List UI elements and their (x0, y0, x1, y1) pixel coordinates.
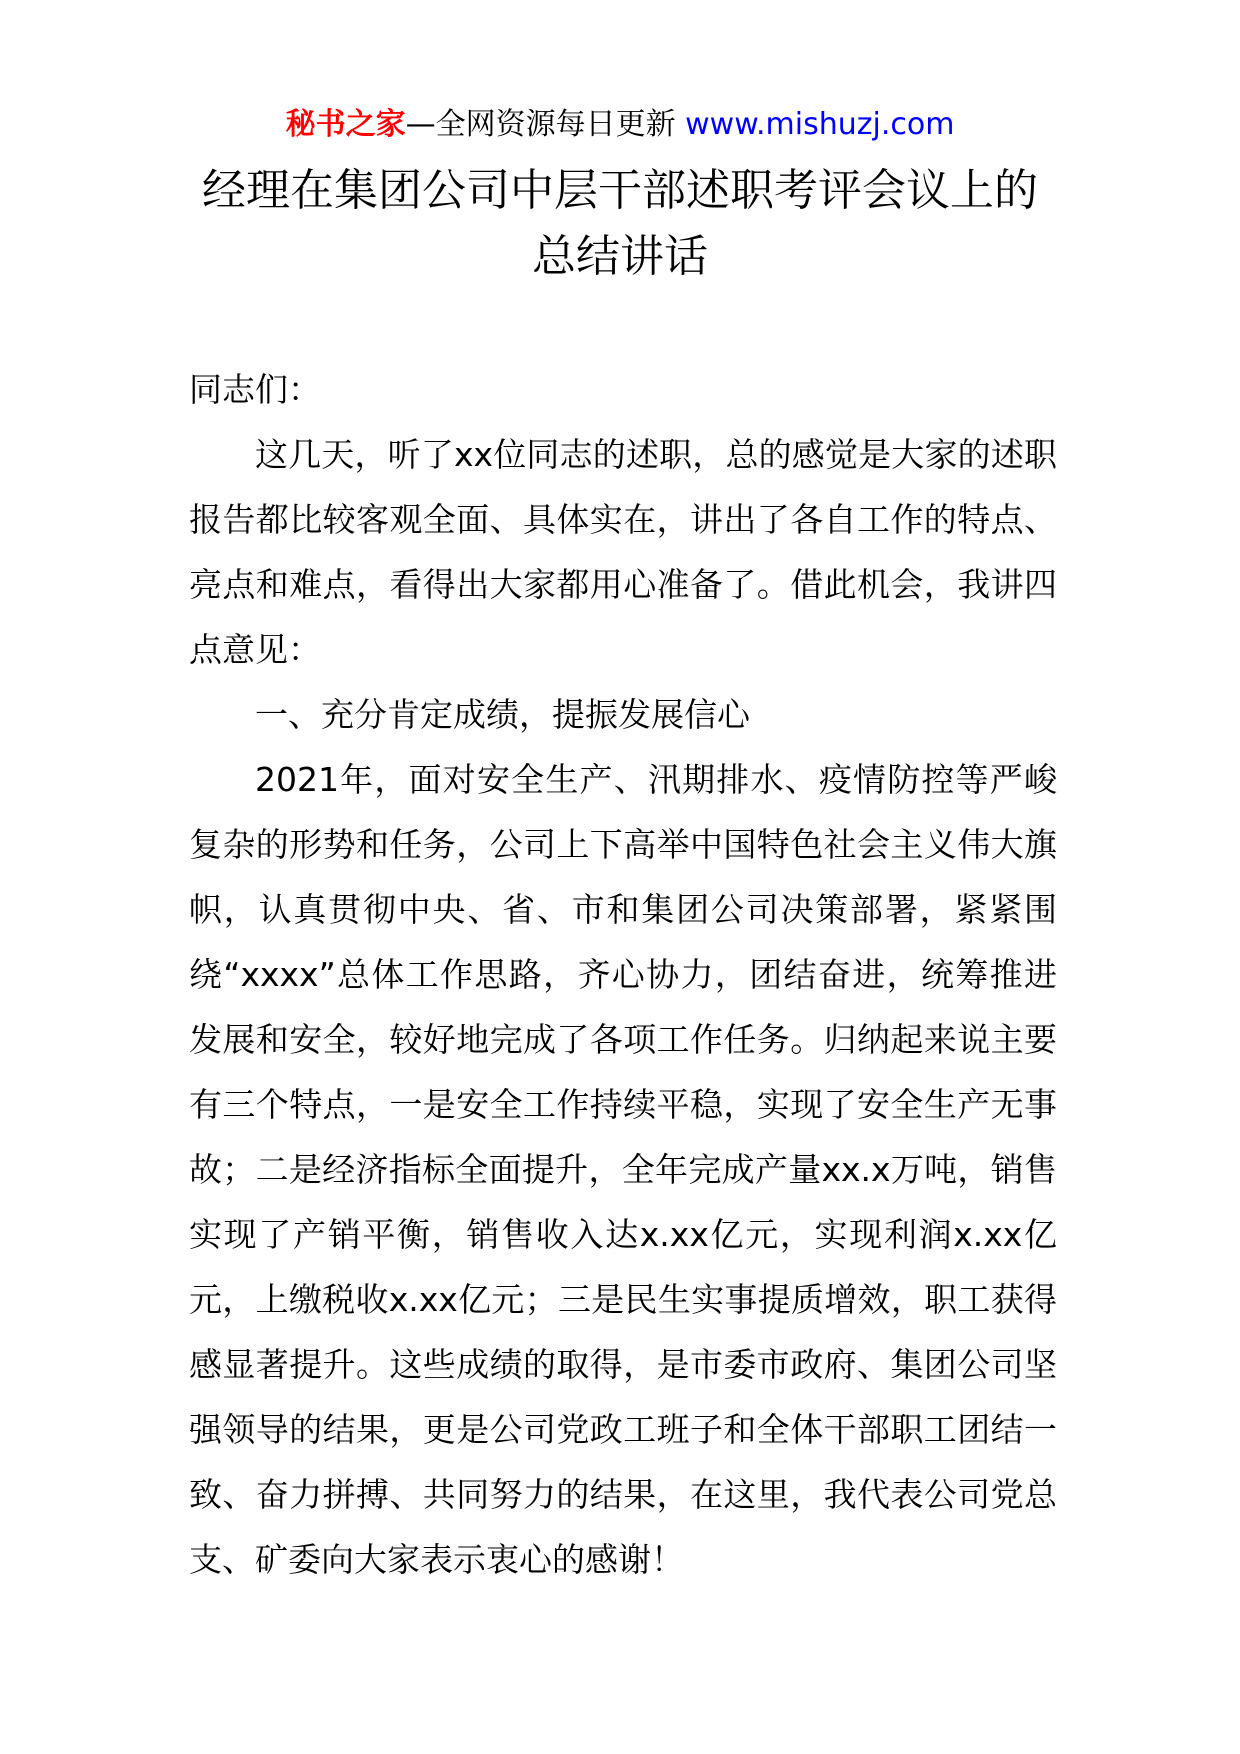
body-paragraph: 这几天，听了xx位同志的述职，总的感觉是大家的述职报告都比较客观全面、具体实在，讲出了各自工作的特点、亮点和难点，看得出大家都用心准备了。借此机会，我讲四点意见： (189, 435, 1057, 669)
document-title: 经理在集团公司中层干部述职考评会议上的总结讲话 (202, 165, 1038, 282)
site-header (0, 100, 1240, 150)
site-url-link[interactable]: www.mishuzj.com (685, 107, 955, 142)
document-body (189, 357, 1057, 1592)
body-paragraph: 2021年，面对安全生产、汛期排水、疫情防控等严峻复杂的形势和任务，公司上下高举中国特色社会主义伟大旗帜，认真贯彻中央、省、市和集团公司决策部署，紧紧围绕“xxxx”总体工作思路，齐心协力，团结奋进，统筹推进发展和安全，较好地完成了各项工作任务。归纳起来说主要有三个特点，一是安全工作持续平稳，实现了安全生产无事故；二是经济指标全面提升，全年完成产量xx.x万吨，销售实现了产销平衡，销售收入达x.xx亿元，实现利润x.xx亿元，上缴税收x.xx亿元；三是民生实事提质增效，职工获得感显著提升。这些成绩的取得，是市委市政府、集团公司坚强领导的结果，更是公司党政工班子和全体干部职工团结一致、奋力拼搏、共同努力的结果，在这里，我代表公司党总支、矿委向大家表示衷心的感谢！ (189, 760, 1057, 1579)
greeting: 同志们： (189, 370, 321, 409)
header-tagline: —全网资源每日更新 (405, 107, 676, 142)
section-heading: 一、充分肯定成绩，提振发展信心 (255, 695, 750, 734)
brand-name: 秘书之家 (285, 107, 406, 142)
